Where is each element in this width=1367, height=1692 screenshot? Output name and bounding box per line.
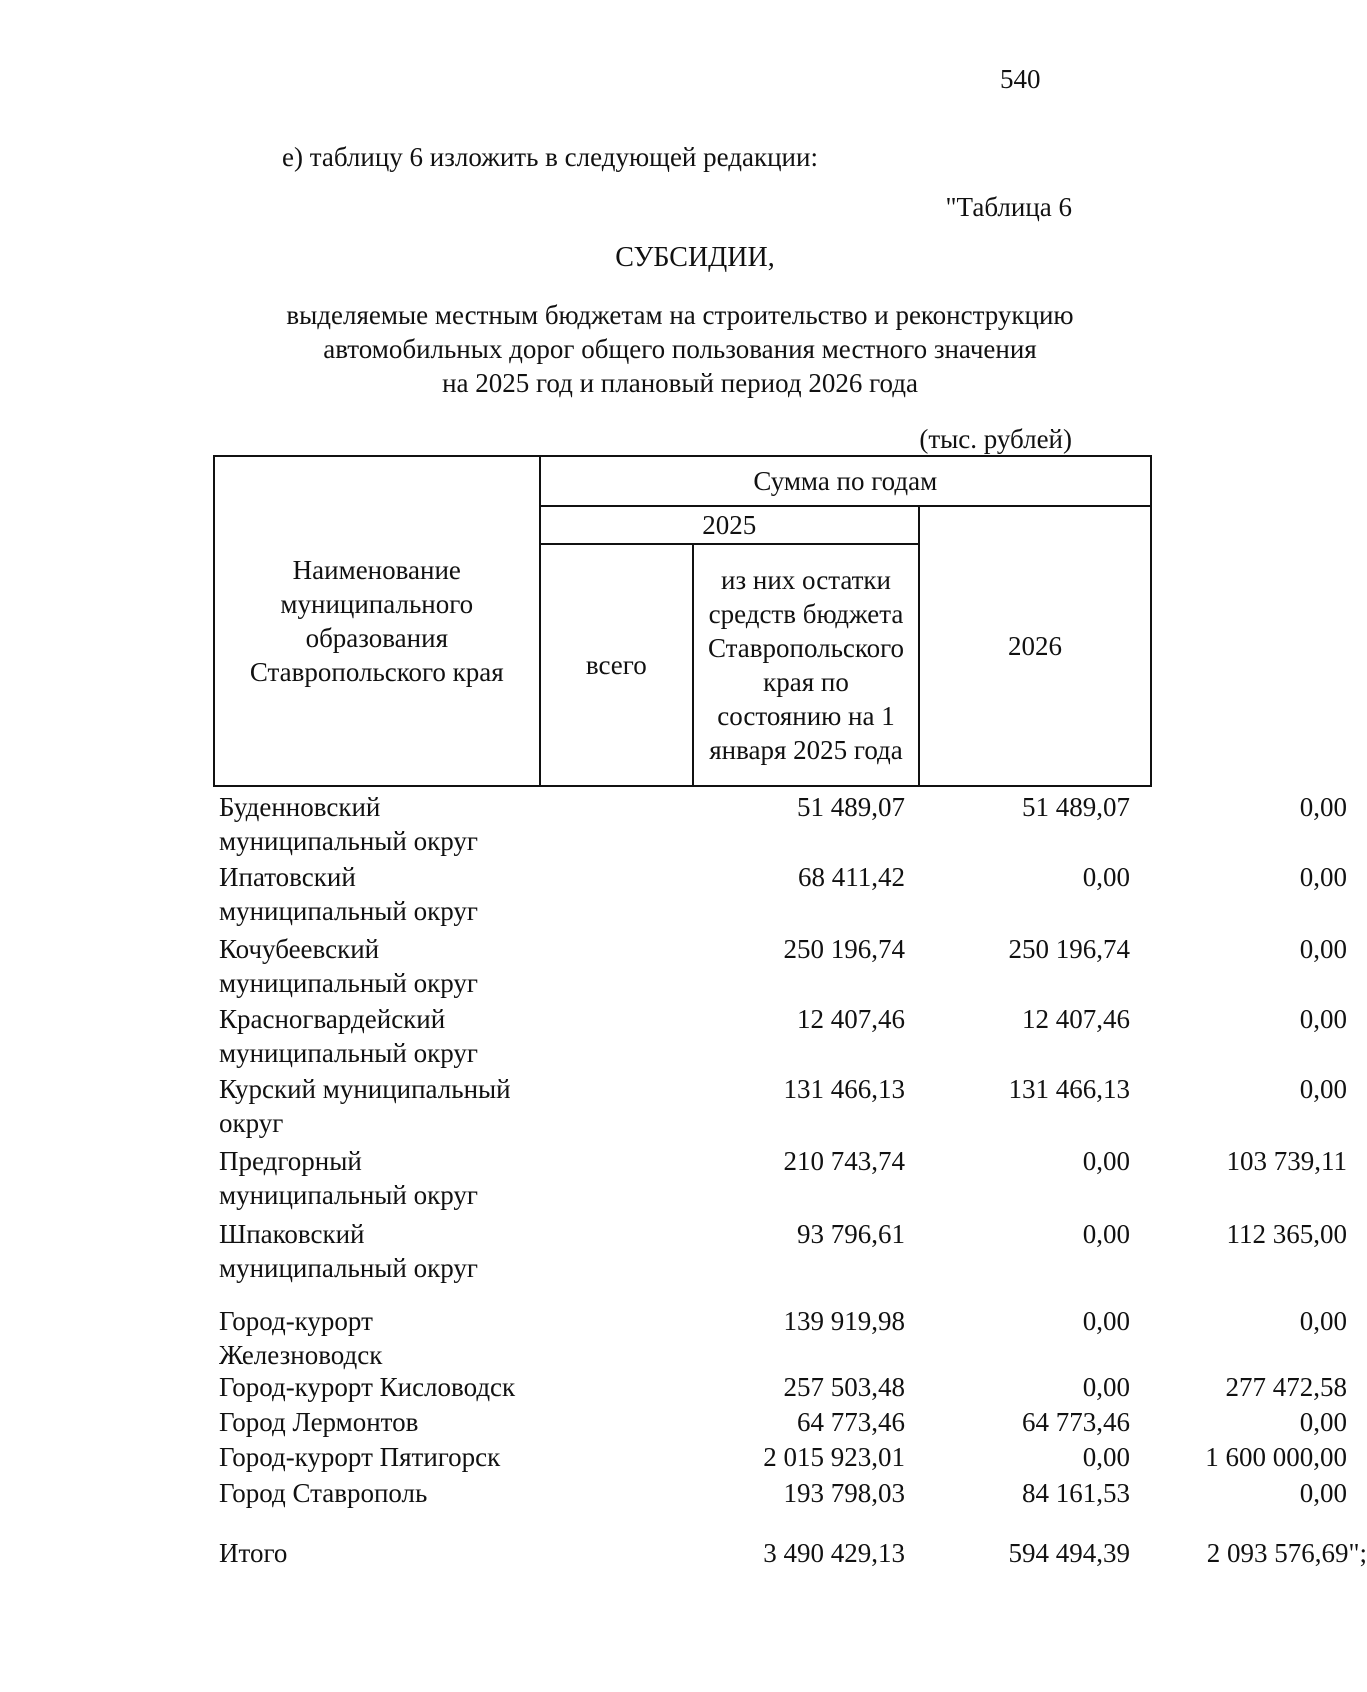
row-name: Город-курорт Кисловодск bbox=[219, 1372, 516, 1402]
table-row bbox=[213, 860, 1347, 932]
row-remainder: 64 773,46 bbox=[1022, 1407, 1130, 1437]
row-total: 93 796,61 bbox=[797, 1219, 905, 1249]
header-sum-by-years: Сумма по годам bbox=[540, 456, 1151, 506]
row-total: 193 798,03 bbox=[783, 1478, 905, 1508]
table-header bbox=[213, 455, 1152, 787]
row-name: Курский муниципальный округ bbox=[219, 1074, 511, 1138]
table-row bbox=[213, 1217, 1347, 1304]
table-body bbox=[213, 790, 1367, 1576]
row-remainder: 0,00 bbox=[1082, 1219, 1130, 1249]
row-total: 51 489,07 bbox=[797, 792, 905, 822]
row-2026: 0,00 bbox=[1299, 1074, 1347, 1104]
table-row bbox=[213, 1405, 1347, 1440]
row-total: 210 743,74 bbox=[783, 1146, 905, 1176]
header-remainder: из них остатки средств бюджета Ставропольского края по состоянию на 1 января 2025 года bbox=[693, 544, 919, 786]
table-row bbox=[213, 932, 1347, 1002]
total-2026: 2 093 576,69"; bbox=[1206, 1538, 1367, 1568]
row-total: 64 773,46 bbox=[797, 1407, 905, 1437]
table-row bbox=[213, 790, 1347, 860]
total-row bbox=[213, 1536, 1367, 1576]
row-2026: 0,00 bbox=[1299, 1306, 1347, 1336]
row-total: 139 919,98 bbox=[783, 1306, 905, 1336]
row-remainder: 12 407,46 bbox=[1022, 1004, 1130, 1034]
row-total: 250 196,74 bbox=[783, 934, 905, 964]
row-name: Город Ставрополь bbox=[219, 1478, 428, 1508]
row-2026: 1 600 000,00 bbox=[1205, 1442, 1347, 1472]
row-2026: 0,00 bbox=[1299, 1004, 1347, 1034]
row-remainder: 250 196,74 bbox=[1008, 934, 1130, 964]
row-name: Город-курорт Пятигорск bbox=[219, 1442, 501, 1472]
row-remainder: 131 466,13 bbox=[1008, 1074, 1130, 1104]
row-name: Буденновский муниципальный округ bbox=[219, 792, 478, 856]
row-total: 257 503,48 bbox=[783, 1372, 905, 1402]
row-name: Шпаковский муниципальный округ bbox=[219, 1219, 478, 1283]
row-total: 131 466,13 bbox=[783, 1074, 905, 1104]
table-row bbox=[213, 1002, 1347, 1072]
row-remainder: 0,00 bbox=[1082, 1442, 1130, 1472]
subtitle-line: выделяемые местным бюджетам на строительство и реконструкцию bbox=[286, 300, 1074, 330]
table-label: "Таблица 6 bbox=[945, 192, 1072, 222]
subtitle-line: на 2025 год и плановый период 2026 года bbox=[442, 368, 918, 398]
header-year-2025: 2025 bbox=[540, 506, 919, 544]
row-remainder: 84 161,53 bbox=[1022, 1478, 1130, 1508]
document-title: СУБСИДИИ, bbox=[615, 242, 775, 273]
row-total: 2 015 923,01 bbox=[763, 1442, 905, 1472]
row-name: Предгорный муниципальный округ bbox=[219, 1146, 478, 1210]
header-name-column: Наименование муниципального образования Ставропольского края bbox=[214, 456, 540, 786]
row-total: 68 411,42 bbox=[798, 862, 905, 892]
row-name: Ипатовский муниципальный округ bbox=[219, 862, 478, 926]
total-total: 3 490 429,13 bbox=[763, 1538, 905, 1568]
row-2026: 0,00 bbox=[1299, 1407, 1347, 1437]
row-remainder: 0,00 bbox=[1082, 862, 1130, 892]
row-name: Красногвардейский муниципальный округ bbox=[219, 1004, 478, 1068]
row-2026: 112 365,00 bbox=[1226, 1219, 1347, 1249]
document-subtitle bbox=[210, 298, 1150, 400]
row-2026: 103 739,11 bbox=[1226, 1146, 1347, 1176]
table-row bbox=[213, 1440, 1347, 1476]
row-name: Кочубеевский муниципальный округ bbox=[219, 934, 478, 998]
row-2026: 0,00 bbox=[1299, 934, 1347, 964]
table-row bbox=[213, 1304, 1347, 1370]
row-remainder: 51 489,07 bbox=[1022, 792, 1130, 822]
page-number: 540 bbox=[1000, 64, 1041, 94]
table-row bbox=[213, 1370, 1347, 1405]
intro-text: е) таблицу 6 изложить в следующей редакции: bbox=[282, 142, 818, 172]
header-total: всего bbox=[540, 544, 694, 786]
total-remainder: 594 494,39 bbox=[1008, 1538, 1130, 1568]
subtitle-line: автомобильных дорог общего пользования местного значения bbox=[323, 334, 1037, 364]
units-label: (тыс. рублей) bbox=[919, 424, 1072, 454]
row-2026: 0,00 bbox=[1299, 862, 1347, 892]
header-year-2026: 2026 bbox=[919, 506, 1151, 786]
table-row bbox=[213, 1476, 1347, 1536]
table-row bbox=[213, 1072, 1347, 1144]
table-row bbox=[213, 1144, 1347, 1217]
row-2026: 277 472,58 bbox=[1225, 1372, 1347, 1402]
row-name: Город Лермонтов bbox=[219, 1407, 419, 1437]
total-name: Итого bbox=[219, 1538, 288, 1568]
row-name: Город-курорт Железноводск bbox=[219, 1306, 383, 1370]
row-remainder: 0,00 bbox=[1082, 1372, 1130, 1402]
row-total: 12 407,46 bbox=[797, 1004, 905, 1034]
row-2026: 0,00 bbox=[1299, 1478, 1347, 1508]
row-remainder: 0,00 bbox=[1082, 1306, 1130, 1336]
row-2026: 0,00 bbox=[1299, 792, 1347, 822]
row-remainder: 0,00 bbox=[1082, 1146, 1130, 1176]
